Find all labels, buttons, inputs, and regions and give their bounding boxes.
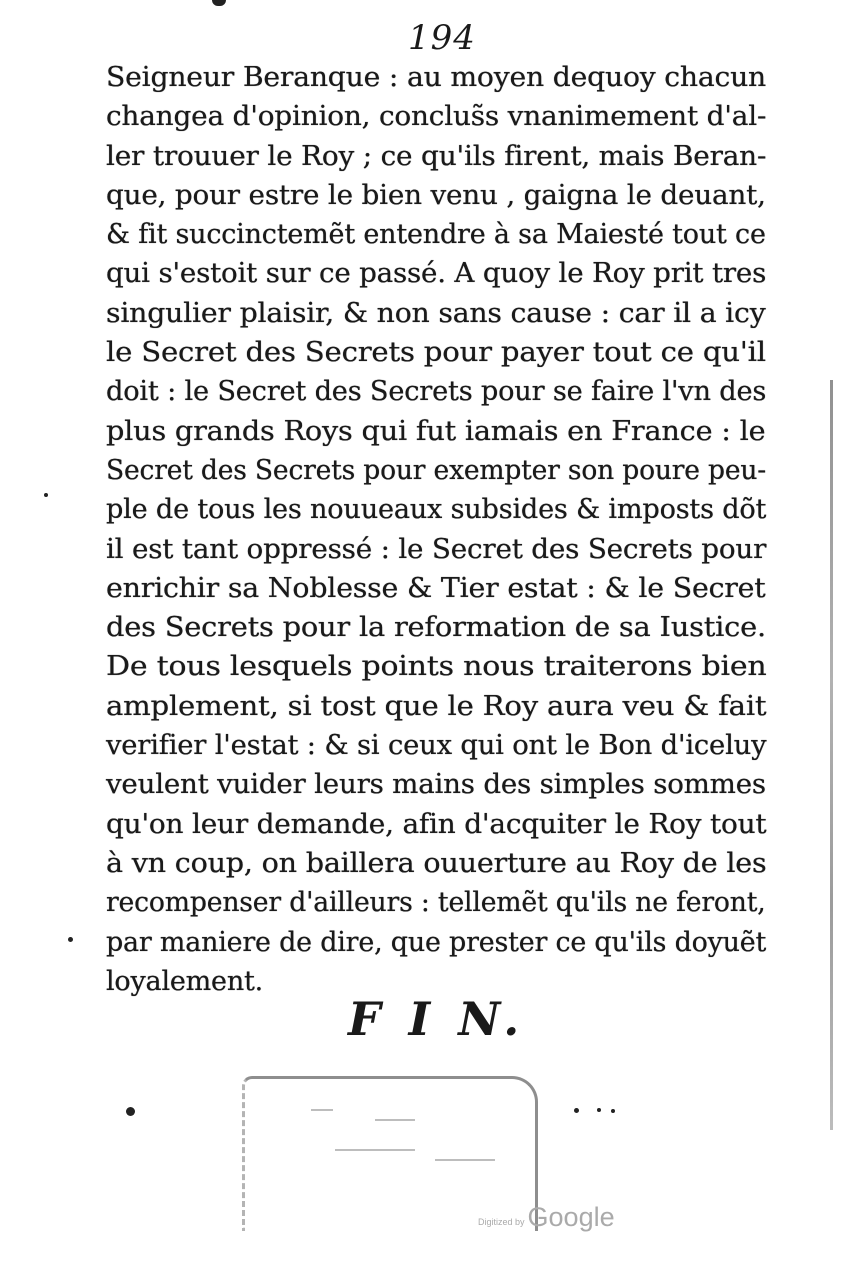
text-line: plus grands Roys qui fut iamais en France : le bbox=[106, 415, 766, 447]
finis-heading: F I N. bbox=[348, 992, 526, 1046]
text-line: qu'on leur demande, afin d'acquiter le Roy tout bbox=[106, 808, 767, 840]
text-line: De tous lesquels points nous traiterons bien bbox=[106, 651, 767, 683]
ink-speck bbox=[212, 0, 226, 6]
text-line: ple de tous les nouueaux subsides & imposts dõt bbox=[106, 494, 767, 526]
stamp-mark bbox=[375, 1119, 415, 1121]
text-line: Seigneur Beranque : au moyen dequoy chacun bbox=[106, 62, 767, 93]
text-line: le Secret des Secrets pour payer tout ce qu'il bbox=[106, 337, 766, 369]
text-line: Secret des Secrets pour exempter son poure peu- bbox=[106, 454, 767, 486]
body-text bbox=[106, 58, 766, 1001]
text-line: recompenser d'ailleurs : tellemẽt qu'ils ne feront, bbox=[106, 887, 766, 919]
google-watermark bbox=[478, 1202, 615, 1233]
text-line: à vn coup, on baillera ouuerture au Roy de les bbox=[106, 847, 767, 879]
text-line: des Secrets pour la reformation de sa Iustice. bbox=[106, 612, 766, 644]
text-line: il est tant oppressé : le Secret des Secrets pour bbox=[106, 533, 767, 565]
text-line: veulent vuider leurs mains des simples sommes bbox=[106, 769, 766, 801]
page-number: 194 bbox=[408, 18, 476, 58]
margin-dot bbox=[611, 1109, 615, 1113]
text-line: enrichir sa Noblesse & Tier estat : & le Secret bbox=[106, 572, 766, 604]
text-line: qui s'estoit sur ce passé. A quoy le Roy prit tres bbox=[106, 258, 767, 290]
stamp-mark bbox=[311, 1109, 333, 1111]
text-line: loyalement. bbox=[106, 965, 264, 997]
text-line: amplement, si tost que le Roy aura veu & fait bbox=[106, 690, 767, 722]
margin-dot bbox=[126, 1107, 135, 1116]
stamp-mark bbox=[335, 1149, 415, 1151]
text-line: & fit succinctemẽt entendre à sa Maiesté tout ce bbox=[106, 219, 766, 251]
text-line: ler trouuer le Roy ; ce qu'ils firent, mais Beran- bbox=[106, 140, 767, 172]
text-line: doit : le Secret des Secrets pour se faire l'vn des bbox=[106, 376, 767, 408]
digitized-by-label: Digitized by bbox=[478, 1216, 525, 1227]
text-line: que, pour estre le bien venu , gaigna le deuant, bbox=[106, 179, 766, 211]
margin-dot bbox=[68, 937, 73, 942]
text-line: changea d'opinion, conclus̃s vnanimement d'al- bbox=[106, 101, 767, 133]
page-edge-shadow bbox=[830, 380, 833, 1130]
margin-dot bbox=[44, 493, 48, 497]
margin-dot bbox=[597, 1108, 601, 1112]
stamp-mark bbox=[435, 1159, 495, 1161]
text-line: verifier l'estat : & si ceux qui ont le Bon d'iceluy bbox=[106, 730, 767, 762]
text-line: par maniere de dire, que prester ce qu'ils doyuẽt bbox=[106, 926, 767, 958]
google-logo: Google bbox=[527, 1202, 615, 1232]
margin-dot bbox=[574, 1108, 579, 1113]
text-line: singulier plaisir, & non sans cause : car il a icy bbox=[106, 297, 766, 329]
